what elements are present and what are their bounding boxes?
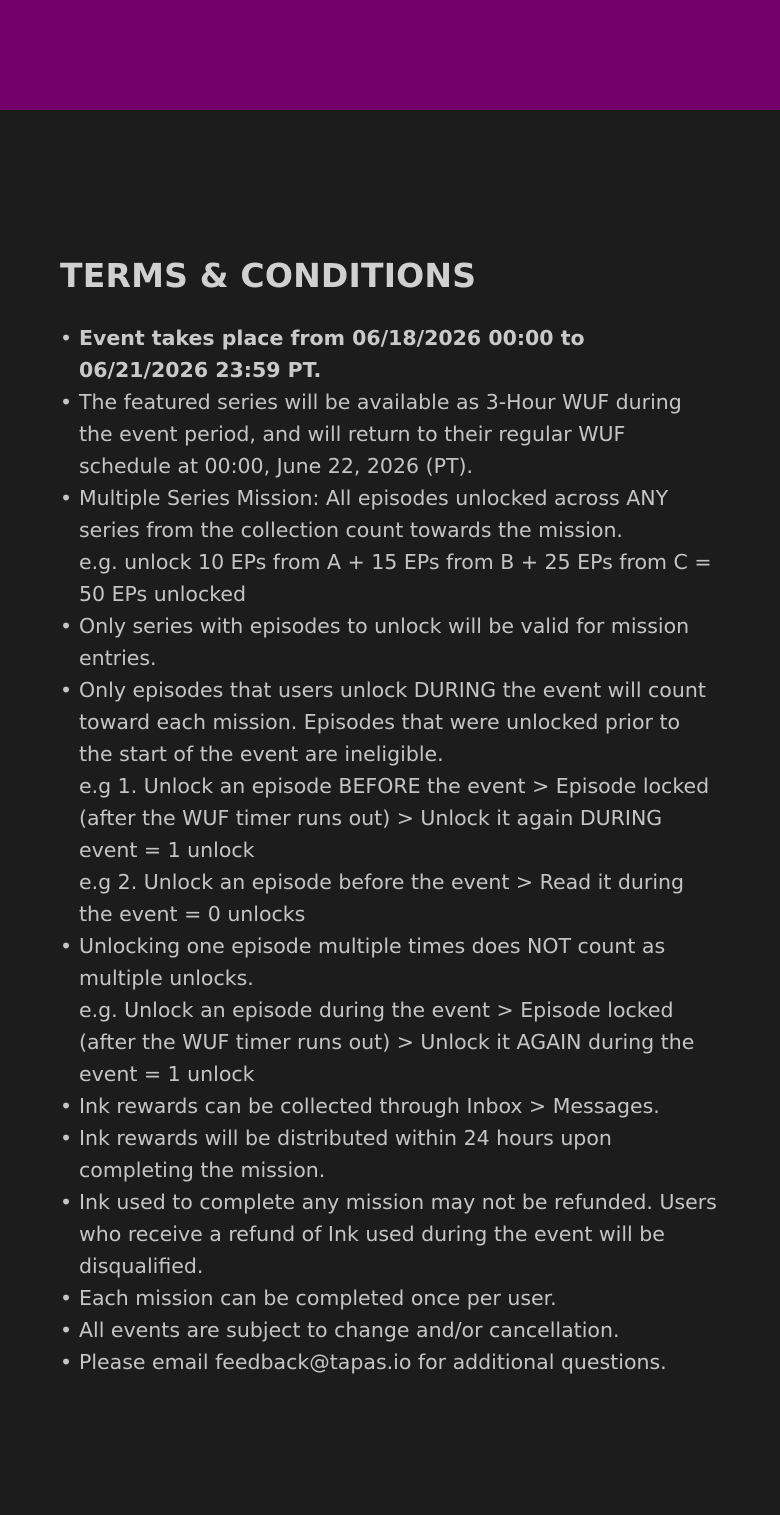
bullet-icon: • <box>60 390 73 414</box>
term-text: Each mission can be completed once per user. <box>79 1286 557 1310</box>
term-item <box>60 1346 720 1378</box>
bullet-icon: • <box>60 1190 73 1214</box>
term-text: Only series with episodes to unlock will be valid for mission entries. <box>79 614 690 670</box>
terms-section <box>0 256 780 1378</box>
term-text: Unlocking one episode multiple times does NOT count as multiple unlocks. e.g. Unlock an episode during the event > Episode locked (after the WUF timer runs out) > Unlock it AGAIN during the event = 1 unlock <box>79 934 695 1086</box>
bullet-icon: • <box>60 1126 73 1150</box>
bullet-icon: • <box>60 486 73 510</box>
term-text: All events are subject to change and/or cancellation. <box>79 1318 620 1342</box>
bullet-icon: • <box>60 1318 73 1342</box>
term-item <box>60 386 720 482</box>
term-text: Ink used to complete any mission may not be refunded. Users who receive a refund of Ink used during the event will be disqualified. <box>79 1190 717 1278</box>
term-item <box>60 1186 720 1282</box>
term-item <box>60 1122 720 1186</box>
term-text: The featured series will be available as 3-Hour WUF during the event period, and will return to their regular WUF schedule at 00:00, June 22, 2026 (PT). <box>79 390 682 478</box>
bullet-icon: • <box>60 1350 73 1374</box>
term-text: Multiple Series Mission: All episodes unlocked across ANY series from the collection count towards the mission. e.g. unlock 10 EPs from A + 15 EPs from B + 25 EPs from C = 50 EPs unlocked <box>79 486 712 606</box>
term-text: Event takes place from 06/18/2026 00:00 to 06/21/2026 23:59 PT. <box>79 326 585 382</box>
term-item <box>60 1282 720 1314</box>
term-item <box>60 1314 720 1346</box>
term-text: Ink rewards will be distributed within 24 hours upon completing the mission. <box>79 1126 612 1182</box>
term-item <box>60 674 720 930</box>
bullet-icon: • <box>60 934 73 958</box>
terms-title: TERMS & CONDITIONS <box>60 256 477 295</box>
bullet-icon: • <box>60 1094 73 1118</box>
bullet-icon: • <box>60 678 73 702</box>
term-item <box>60 482 720 610</box>
term-item <box>60 322 720 386</box>
term-text: Ink rewards can be collected through Inbox > Messages. <box>79 1094 660 1118</box>
term-text: Only episodes that users unlock DURING the event will count toward each mission. Episodes that were unlocked prior to the start of the event are ineligible. e.g 1. Unlock an episode BEFORE the event > Episode locked (after the WUF timer runs out) > Unlock it again DURING event = 1 unlock e.g 2. Unlock an episode before the event > Read it during the event = 0 unlocks <box>79 678 710 926</box>
term-item <box>60 930 720 1090</box>
bullet-icon: • <box>60 614 73 638</box>
term-item <box>60 1090 720 1122</box>
event-banner <box>0 0 780 110</box>
terms-list <box>60 322 720 1378</box>
term-item <box>60 610 720 674</box>
page-content <box>0 110 780 1378</box>
term-text: Please email feedback@tapas.io for additional questions. <box>79 1350 667 1374</box>
bullet-icon: • <box>60 326 73 350</box>
bullet-icon: • <box>60 1286 73 1310</box>
